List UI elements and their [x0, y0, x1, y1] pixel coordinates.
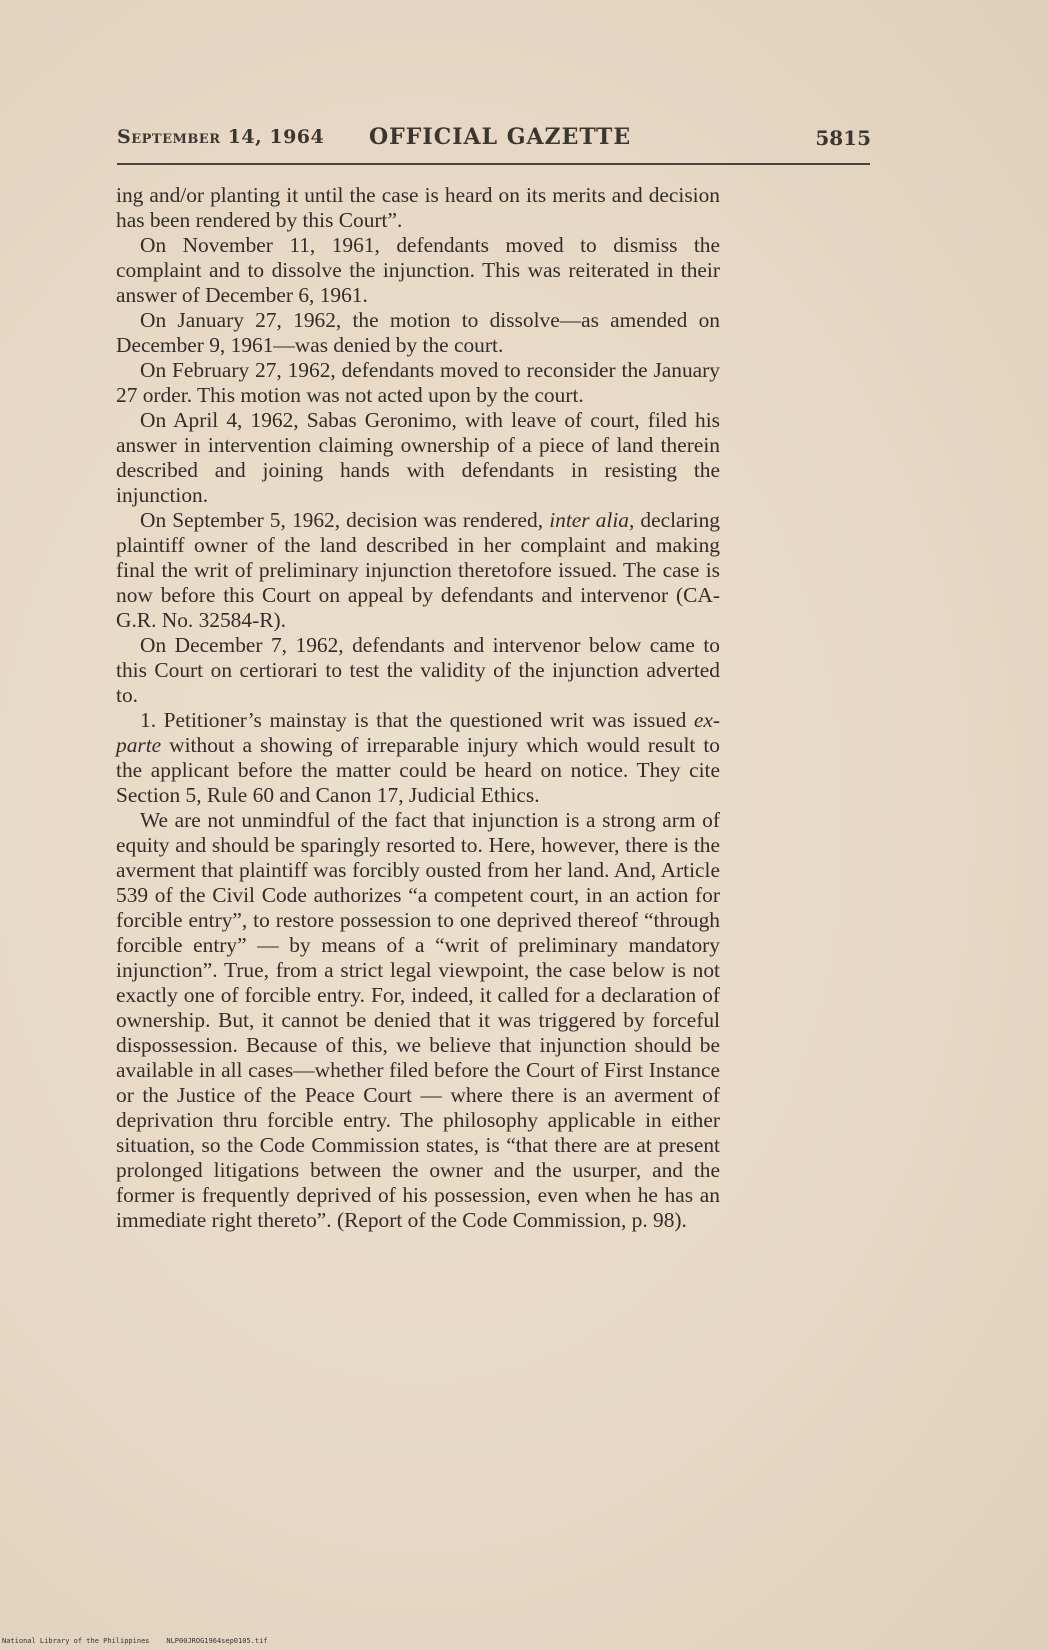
paragraph-text: On September 5, 1962, decision was rendered,: [140, 508, 550, 532]
paragraph-text: , declaring plaintiff owner of the land described in her complaint and making final the writ of preliminary injunction theretofore issued. The case is now before this Court on appeal by defendants and intervenor (CA-G.R. No. 32584-R).: [116, 508, 720, 632]
paragraph: ing and/or planting it until the case is heard on its merits and decision has been rendered by this Court”.: [116, 183, 720, 232]
scan-footer: [2, 1637, 268, 1645]
paragraph-text: without a showing of irreparable injury which would result to the applicant before the matter could be heard on notice. They cite Section 5, Rule 60 and Canon 17, Judicial Ethics.: [116, 733, 720, 807]
header-rule: [117, 163, 870, 165]
paragraph: On April 4, 1962, Sabas Geronimo, with leave of court, filed his answer in intervention claiming ownership of a piece of land therein described and joining hands with defendants in resisting the injunction.: [116, 408, 720, 507]
page-header: [117, 124, 873, 156]
page-number: 5815: [815, 126, 871, 150]
italic-phrase: ex-parte: [116, 708, 720, 757]
footer-file: NLP00JROG1964sep0105.tif: [166, 1637, 268, 1645]
footer-library: National Library of the Philippines: [2, 1637, 150, 1645]
article-body: [116, 183, 720, 1233]
paragraph: [116, 708, 720, 808]
paragraph: On January 27, 1962, the motion to dissolve—as amended on December 9, 1961—was denied by the court.: [116, 308, 720, 357]
italic-phrase: inter alia: [549, 508, 629, 532]
paragraph: We are not unmindful of the fact that injunction is a strong arm of equity and should be sparingly resorted to. Here, however, there is the averment that plaintiff was forcibly ousted from her land. And, Article 539 of the Civil Code authorizes “a competent court, in an action for forcible entry”, to restore possession to one deprived thereof “through forcible entry” — by means of a “writ of preliminary mandatory injunction”. True, from a strict legal viewpoint, the case below is not exactly one of forcible entry. For, indeed, it called for a declaration of ownership. But, it cannot be denied that it was triggered by forceful dispossession. Because of this, we believe that injunction should be available in all cases—whether filed before the Court of First Instance or the Justice of the Peace Court — where there is an averment of deprivation thru forcible entry. The philosophy applicable in either situation, so the Code Commission states, is “that there are at present prolonged litigations between the owner and the usurper, and the former is frequently deprived of his possession, even when he has an immediate right thereto”. (Report of the Code Commission, p. 98).: [116, 808, 720, 1232]
gazette-title: OFFICIAL GAZETTE: [369, 124, 632, 150]
header-date: September 14, 1964: [117, 126, 325, 148]
paragraph-text: 1. Petitioner’s mainstay is that the questioned writ was issued: [140, 708, 694, 732]
paragraph: On December 7, 1962, defendants and intervenor below came to this Court on certiorari to test the validity of the injunction adverted to.: [116, 633, 720, 707]
paragraph: On November 11, 1961, defendants moved to dismiss the complaint and to dissolve the injunction. This was reiterated in their answer of December 6, 1961.: [116, 233, 720, 307]
paragraph: [116, 508, 720, 633]
paragraph: On February 27, 1962, defendants moved to reconsider the January 27 order. This motion was not acted upon by the court.: [116, 358, 720, 407]
